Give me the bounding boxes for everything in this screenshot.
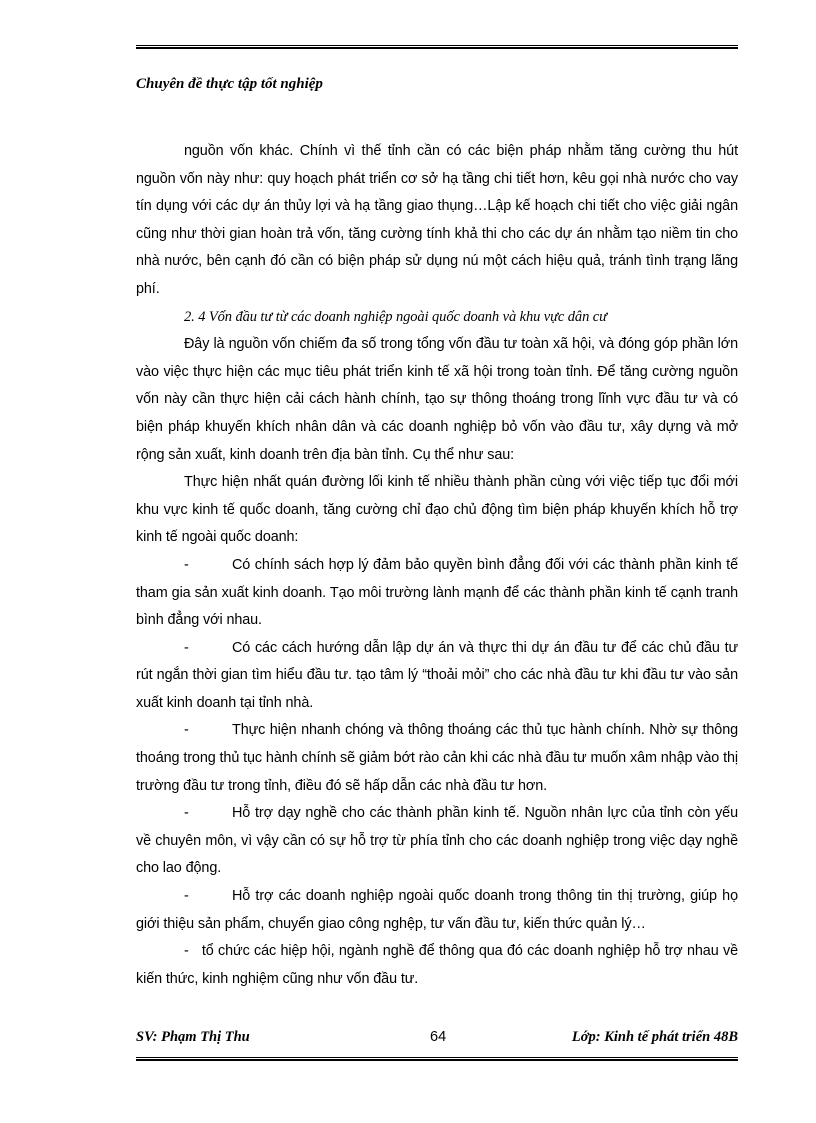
- paragraph: nguồn vốn khác. Chính vì thế tỉnh cần có các biện pháp nhằm tăng cường thu hút nguồn vốn này như: quy hoạch phát triển cơ sở hạ tầng chi tiết hơn, kêu gọi nhà nước cho vay tín dụng với các dự án thủy lợi và hạ tầng giao thụng…Lập kế hoạch chi tiết cho việc giải ngân cũng như thời gian hoàn trả vốn, tăng cường tính khả thi cho các dự án nhằm tạo niềm tin cho nhà nước, bên cạnh đó cần có biện pháp sử dụng nú một cách hiệu quả, tránh tình trạng lãng phí.: [136, 143, 738, 297]
- bullet-item: [136, 717, 738, 800]
- bullet-item: [136, 800, 738, 883]
- bullet-item: [136, 635, 738, 718]
- bullet-text: Hỗ trợ các doanh nghiệp ngoài quốc doanh trong thông tin thị trường, giúp họ giới thiệu sản phẩm, chuyển giao công nghệp, tư vấn đầu tư, kiến thức quản lý…: [136, 888, 738, 932]
- bullet-text: tổ chức các hiệp hội, ngành nghề để thông qua đó các doanh nghiệp hỗ trợ nhau về kiến thức, kinh nghiệm cũng như vốn đầu tư.: [136, 943, 738, 987]
- bullet-item: [136, 938, 738, 993]
- bullet-text: Có các cách hướng dẫn lập dự án và thực thi dự án đầu tư để các chủ đầu tư rút ngắn thời gian tìm hiểu đầu tư. tạo tâm lý “thoải mỏi” cho các nhà đầu tư khi đầu tư vào sản xuất kinh doanh tại tỉnh nhà.: [136, 639, 738, 711]
- bullet-dash: -: [184, 805, 189, 822]
- footer-class: Lớp: Kinh tế phát triển 48B: [571, 1029, 738, 1045]
- bullet-item: [136, 552, 738, 635]
- bullet-dash: -: [184, 639, 189, 656]
- paragraph: Đây là nguồn vốn chiếm đa số trong tổng vốn đầu tư toàn xã hội, và đóng góp phần lớn vào việc thực hiện các mục tiêu phát triển kinh tế xã hội trong toàn tỉnh. Để tăng cường nguồn vốn này cần thực hiện cải cách hành chính, tạo sự thông thoáng trong lĩnh vực đầu tư và có biện pháp khuyến khích nhân dân và các doanh nghiệp bỏ vốn vào đầu tư, xây dựng và mở rộng sản xuất, kinh doanh trên địa bàn tỉnh. Cụ thể như sau:: [136, 336, 738, 463]
- footer: [136, 1029, 738, 1049]
- footer-rule: [136, 1057, 738, 1061]
- footer-page-number: 64: [430, 1029, 447, 1045]
- bullet-dash: -: [184, 556, 189, 573]
- bullet-text: Có chính sách hợp lý đảm bảo quyền bình đẳng đối với các thành phần kinh tế tham gia sản xuất kinh doanh. Tạo môi trường lành mạnh để các thành phần kinh tế cạnh tranh bình đẳng với nhau.: [136, 556, 738, 629]
- bullet-text: Hỗ trợ dạy nghề cho các thành phần kinh tế. Nguồn nhân lực của tỉnh còn yếu về chuyên môn, vì vậy cần có sự hỗ trợ từ phía tỉnh cho các doanh nghiệp trong việc dạy nghề cho lao động.: [136, 805, 738, 877]
- header-rule: [136, 45, 738, 49]
- section-subheading: 2. 4 Vốn đầu tư từ các doanh nghiệp ngoài quốc doanh và khu vực dân cư: [184, 308, 607, 325]
- header-title: Chuyên đề thực tập tốt nghiệp: [136, 76, 323, 92]
- bullet-dash: -: [184, 722, 189, 739]
- bullet-dash: -: [184, 943, 189, 960]
- footer-student: SV: Phạm Thị Thu: [136, 1029, 250, 1045]
- paragraph: Thực hiện nhất quán đường lối kinh tế nhiều thành phần cùng với việc tiếp tục đổi mới khu vực kinh tế quốc doanh, tăng cường chỉ đạo chủ động tìm biện pháp khuyến khích hỗ trợ kinh tế ngoài quốc doanh:: [136, 474, 738, 546]
- bullet-text: Thực hiện nhanh chóng và thông thoáng các thủ tục hành chính. Nhờ sự thông thoáng trong thủ tục hành chính sẽ giảm bớt rào cản khi các nhà đầu tư muốn xâm nhập vào thị trường đầu tư trong tỉnh, điều đó sẽ hấp dẫn các nhà đầu tư hơn.: [136, 722, 738, 794]
- bullet-dash: -: [184, 888, 189, 905]
- document-body: [136, 138, 738, 993]
- bullet-item: [136, 883, 738, 938]
